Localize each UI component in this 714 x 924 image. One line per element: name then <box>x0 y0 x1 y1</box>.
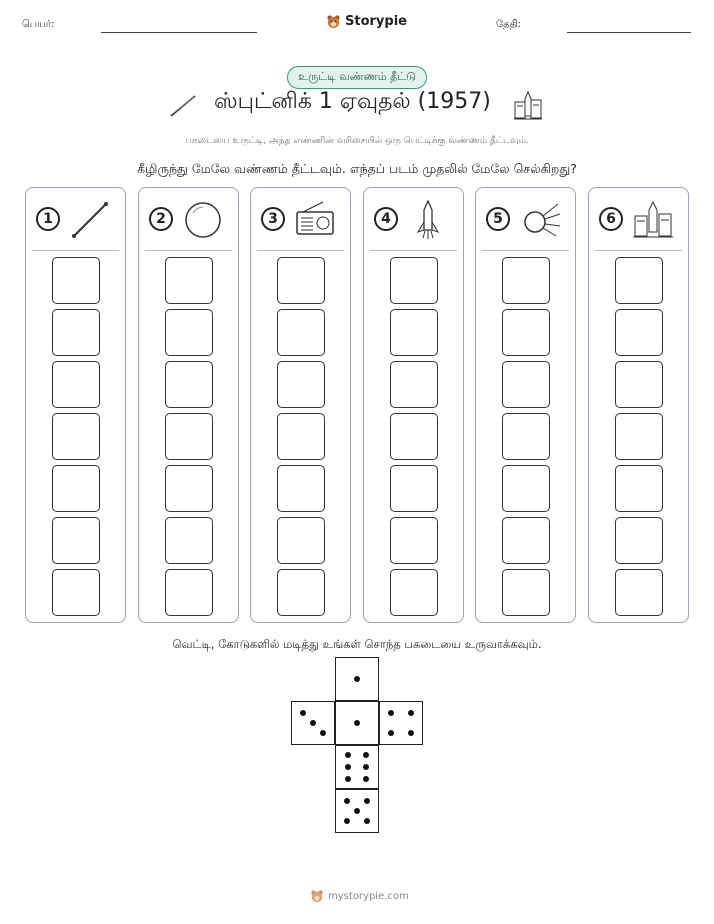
column-divider <box>145 250 232 251</box>
column-divider <box>595 250 682 251</box>
die-face-1 <box>335 657 379 701</box>
color-box[interactable] <box>165 465 213 512</box>
color-box[interactable] <box>615 309 663 356</box>
die-pip <box>408 730 414 736</box>
name-line <box>101 32 257 33</box>
die-pip <box>345 776 351 782</box>
die-pip <box>320 730 326 736</box>
column-number: 5 <box>486 207 510 231</box>
color-box[interactable] <box>165 413 213 460</box>
color-box[interactable] <box>390 413 438 460</box>
color-box[interactable] <box>52 413 100 460</box>
sputnik-satellite-icon <box>518 198 562 242</box>
color-box[interactable] <box>390 309 438 356</box>
brand-logo <box>326 14 407 29</box>
color-box[interactable] <box>390 361 438 408</box>
color-box[interactable] <box>277 309 325 356</box>
column-divider <box>482 250 569 251</box>
column-number: 2 <box>149 207 173 231</box>
color-box[interactable] <box>52 361 100 408</box>
color-box[interactable] <box>615 257 663 304</box>
column-4 <box>363 187 464 623</box>
activity-badge: உருட்டி வண்ணம் தீட்டு <box>287 66 427 89</box>
column-divider <box>257 250 344 251</box>
color-box[interactable] <box>277 413 325 460</box>
die-face-5 <box>335 789 379 833</box>
radio-icon <box>293 198 337 242</box>
die-pips <box>380 702 424 746</box>
color-box[interactable] <box>502 309 550 356</box>
color-box[interactable] <box>390 517 438 564</box>
die-pip <box>310 720 316 726</box>
color-box[interactable] <box>502 569 550 616</box>
die-pip <box>344 818 350 824</box>
die-face-3 <box>291 701 335 745</box>
column-2 <box>138 187 239 623</box>
column-number: 3 <box>261 207 285 231</box>
color-box[interactable] <box>502 257 550 304</box>
launch-site-icon <box>512 90 544 122</box>
color-box[interactable] <box>277 569 325 616</box>
die-pips <box>336 702 380 746</box>
color-box[interactable] <box>277 517 325 564</box>
color-box[interactable] <box>615 413 663 460</box>
die-pip <box>354 720 360 726</box>
die-pip <box>364 798 370 804</box>
color-box[interactable] <box>502 361 550 408</box>
color-box[interactable] <box>52 569 100 616</box>
column-6 <box>588 187 689 623</box>
color-box[interactable] <box>390 569 438 616</box>
die-pip <box>345 764 351 770</box>
die-pips <box>336 790 380 834</box>
color-box[interactable] <box>615 361 663 408</box>
worksheet-title: ஸ்புட்னிக் 1 ஏவுதல் (1957) <box>214 89 491 114</box>
die-pip <box>363 752 369 758</box>
question-text: கீழிருந்து மேலே வண்ணம் தீட்டவும். எந்தப் படம் முதலில் மேலே செல்கிறது? <box>137 161 577 176</box>
die-pip <box>408 710 414 716</box>
color-box[interactable] <box>165 517 213 564</box>
color-box[interactable] <box>502 465 550 512</box>
die-pips <box>336 658 380 702</box>
column-number: 6 <box>599 207 623 231</box>
launch-site-icon <box>631 198 675 242</box>
die-face-1b <box>335 701 379 745</box>
die-pip <box>388 730 394 736</box>
color-box[interactable] <box>615 569 663 616</box>
bear-logo-icon <box>326 14 341 29</box>
rocket-icon <box>406 198 450 242</box>
date-line <box>567 32 691 33</box>
color-box[interactable] <box>52 465 100 512</box>
instructions-text: பகடையை உருட்டி, அந்த எண்ணின் வரிசையில் ஒரு பெட்டிக்கு வண்ணம் தீட்டவும். <box>185 136 529 146</box>
footer-url: mystorypie.com <box>328 890 409 902</box>
die-pips <box>292 702 336 746</box>
name-label: பெயர்: <box>22 19 55 30</box>
die-face-4 <box>379 701 423 745</box>
footer <box>310 889 409 903</box>
die-pip <box>363 764 369 770</box>
column-5 <box>475 187 576 623</box>
color-box[interactable] <box>390 257 438 304</box>
color-box[interactable] <box>615 517 663 564</box>
die-pips <box>336 746 380 790</box>
column-number: 1 <box>36 207 60 231</box>
color-box[interactable] <box>277 361 325 408</box>
color-box[interactable] <box>165 361 213 408</box>
die-face-6 <box>335 745 379 789</box>
color-box[interactable] <box>165 309 213 356</box>
die-pip <box>300 710 306 716</box>
antenna-rod-icon <box>68 198 112 242</box>
die-pip <box>344 798 350 804</box>
column-number: 4 <box>374 207 398 231</box>
color-box[interactable] <box>615 465 663 512</box>
color-box[interactable] <box>165 257 213 304</box>
column-3 <box>250 187 351 623</box>
color-box[interactable] <box>277 257 325 304</box>
die-pip <box>345 752 351 758</box>
date-label: தேதி: <box>496 19 522 30</box>
sphere-icon <box>181 198 225 242</box>
color-box[interactable] <box>52 257 100 304</box>
column-divider <box>370 250 457 251</box>
die-pip <box>354 676 360 682</box>
die-pip <box>364 818 370 824</box>
bear-logo-icon <box>310 889 324 903</box>
color-box[interactable] <box>277 465 325 512</box>
die-pip <box>388 710 394 716</box>
antenna-rod-icon <box>168 93 198 119</box>
color-box[interactable] <box>52 517 100 564</box>
color-box[interactable] <box>502 517 550 564</box>
color-box[interactable] <box>390 465 438 512</box>
column-divider <box>32 250 119 251</box>
column-1 <box>25 187 126 623</box>
color-box[interactable] <box>502 413 550 460</box>
color-box[interactable] <box>52 309 100 356</box>
die-pip <box>354 808 360 814</box>
brand-name: Storypie <box>345 14 407 29</box>
color-box[interactable] <box>165 569 213 616</box>
die-pip <box>363 776 369 782</box>
cut-instructions: வெட்டி, கோடுகளில் மடித்து உங்கள் சொந்த பகடையை உருவாக்கவும். <box>172 637 542 651</box>
